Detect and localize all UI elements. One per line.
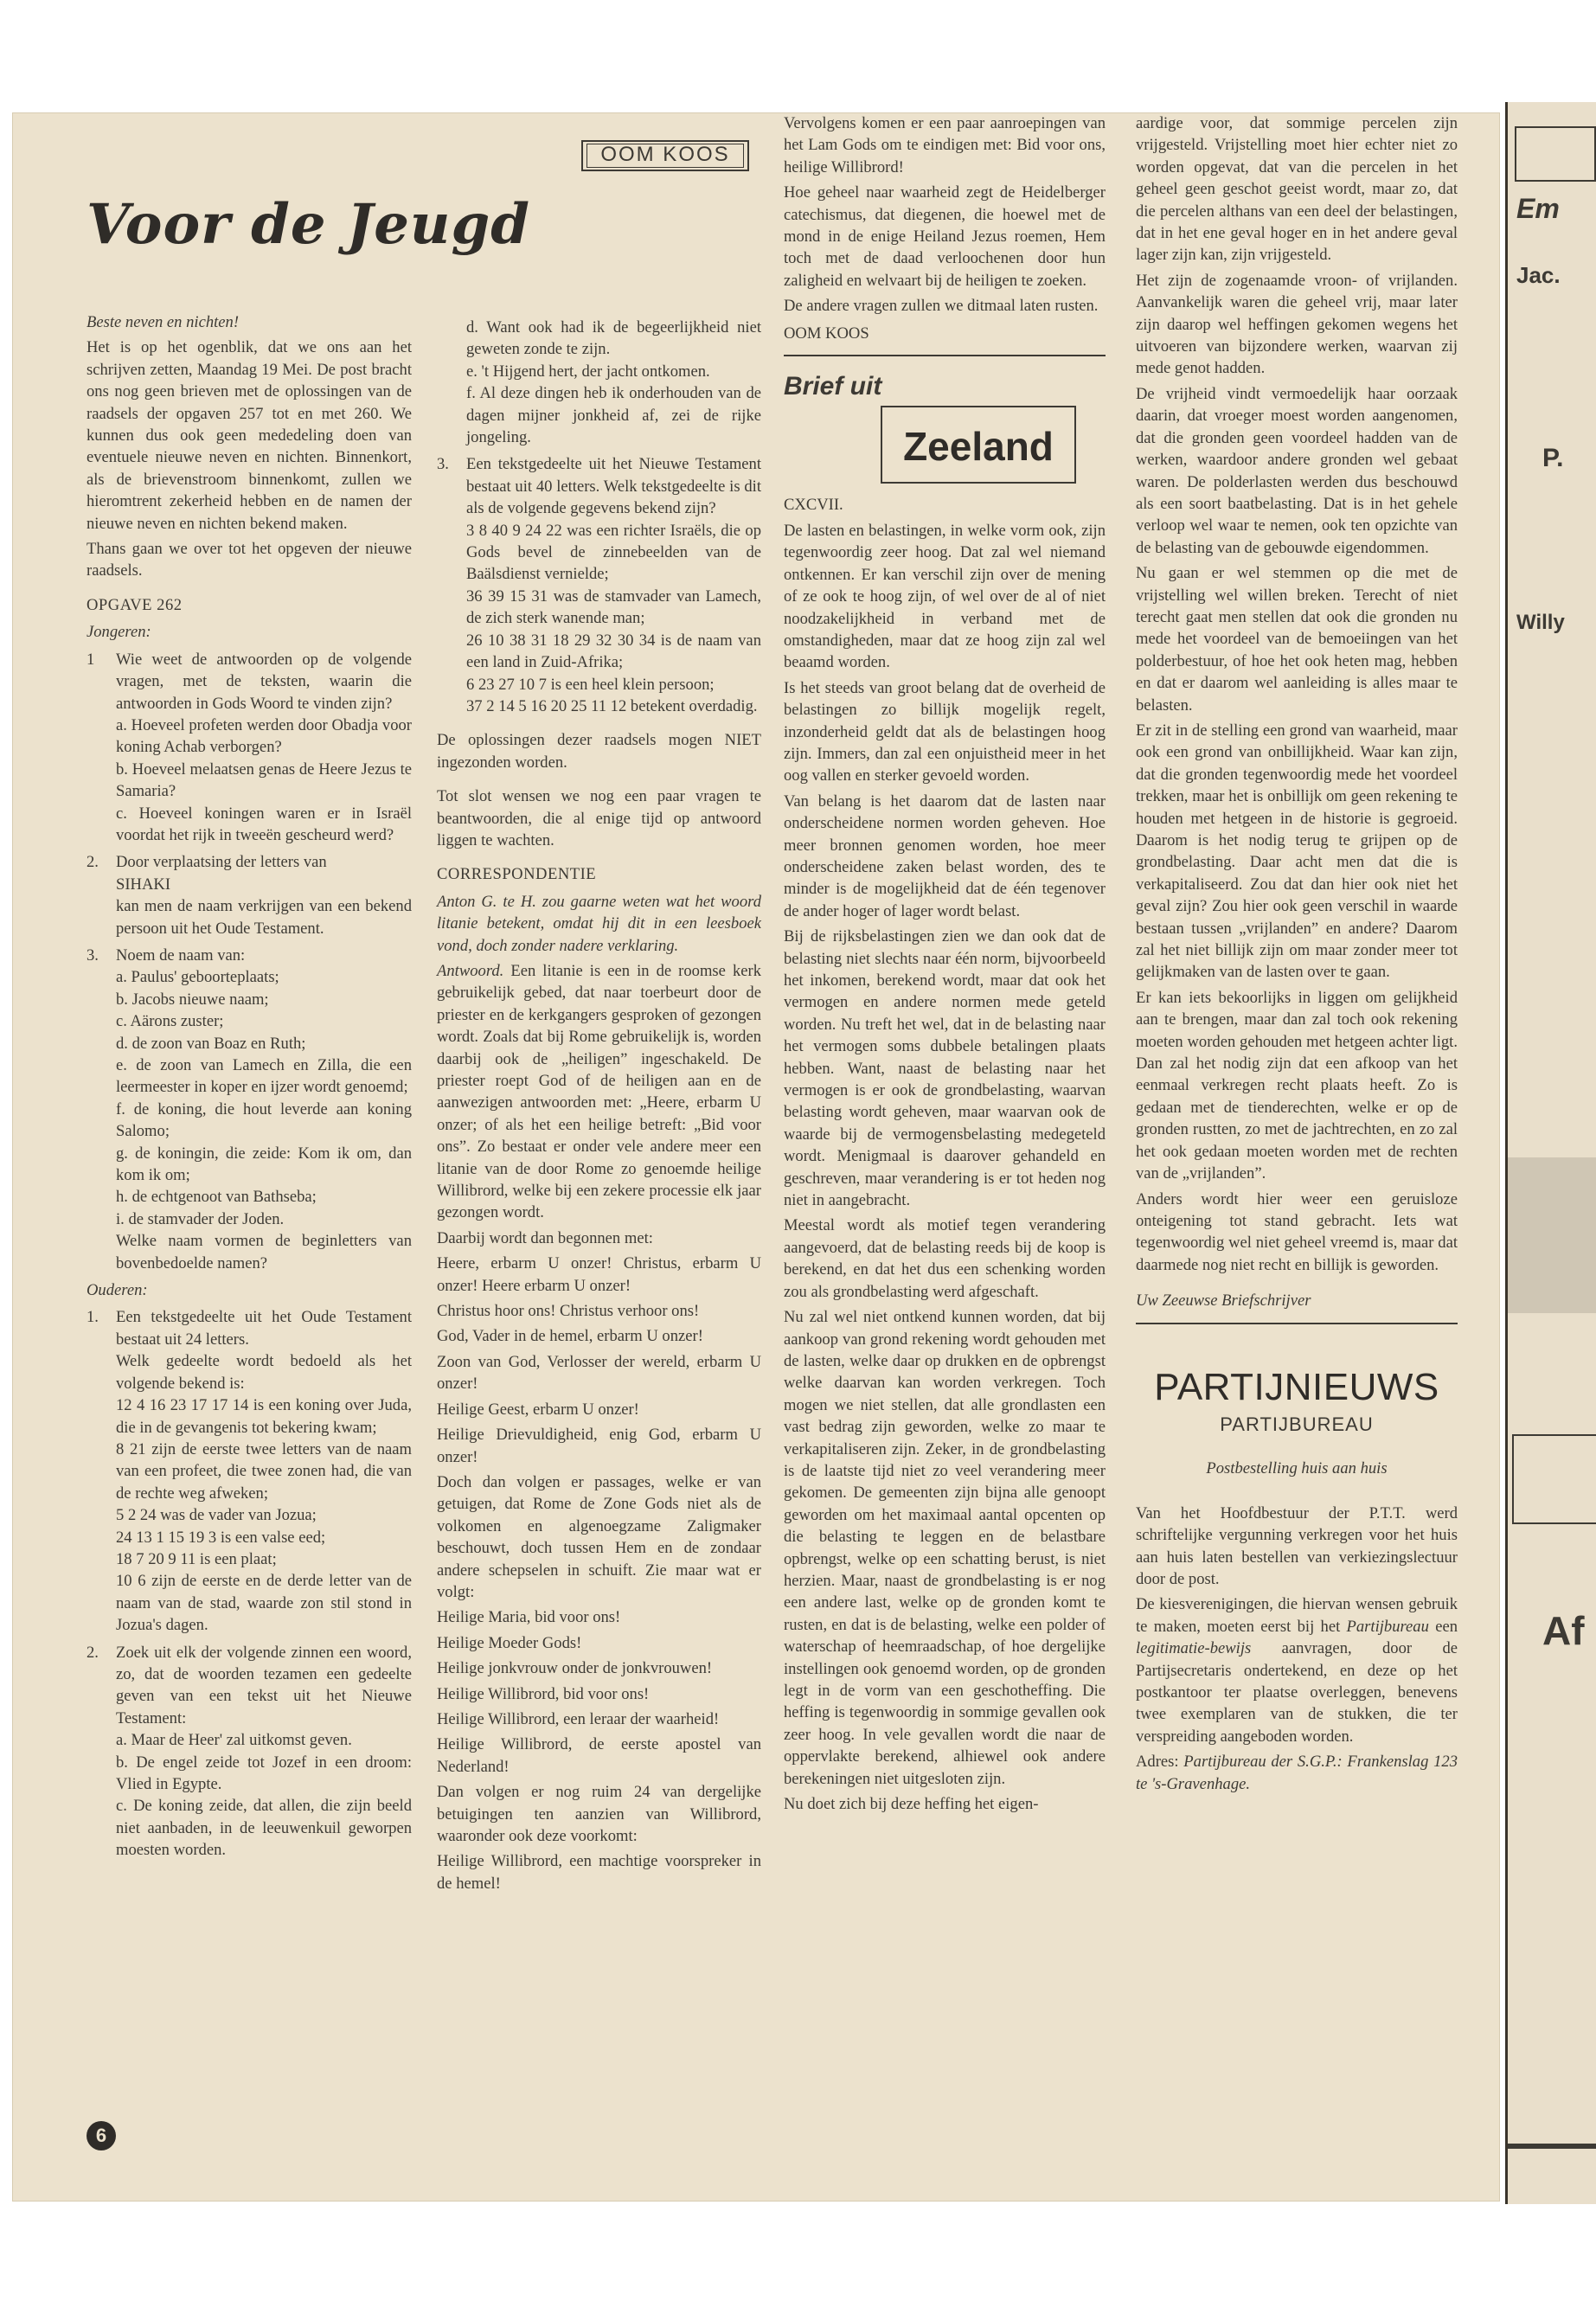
sub-question: c. De koning zeide, dat allen, die zijn beeld niet aanbaden, in de leeuwenkuil geworpen moesten worden. (116, 1797, 412, 1860)
puzzle-word: SIHAKI (116, 875, 171, 894)
page-title: Voor de Jeugd (87, 192, 530, 257)
clue: 10 6 zijn de eerste en de derde letter van de naam van de stad, waarde zon stil stond in Jozua's dagen. (116, 1572, 412, 1635)
paragraph: Bij de rijksbelastingen zien we dan ook dat de belasting niet slechts naar één norm, bijvoorbeeld het inkomen, berekend wordt, maar dat ook het vermogen en andere normen mede geteld worden. Nu treft het wel, dat in de belasting naar het vermogen soms dubbele betalingen plaats hebben. Want, naast de belasting naar het vermogen is er ook de grondbelasting, waarvan belasting wordt geheven, maar waarvan ook de waarde bij de vermogensbelasting medegeteld wordt. Menigmaal is daarover gehandeld en geschreven, maar verandering is er tot heden nog niet in aangebracht. (784, 927, 1106, 1210)
article-title: Postbestelling huis aan huis (1206, 1459, 1388, 1478)
edge-rule (1508, 2144, 1596, 2149)
answer-label: Antwoord. (437, 961, 504, 980)
signature: Uw Zeeuwse Briefschrijver (1136, 1292, 1311, 1311)
paragraph: Is het steeds van groot belang dat de overheid de belastingen zo billijk mogelijk regelt, inzonderheid geldt dat als de belastingen hoog zijn. Immers, dan zal een onjuistheid meer in het oog vallen en sterker gevoeld worden. (784, 678, 1106, 785)
paragraph: Van het Hoofdbestuur der P.T.T. werd schriftelijke vergunning verkregen voor het huis aan huis laten bestellen van verkiezingslectuur door de post. (1136, 1503, 1458, 1588)
clue: 3 8 40 9 24 22 was een richter Israëls, die op Gods bevel de zinnebeelden van de Baälsdienst vernielde; (466, 521, 761, 584)
litany-line: Daarbij wordt dan begonnen met: (437, 1228, 653, 1247)
clue: 18 7 20 9 11 is een plaat; (116, 1549, 277, 1568)
question-text: Door verplaatsing der letters van (116, 853, 327, 872)
text-run: De kiesverenigingen, die hiervan wensen gebruik te maken, moeten eerst bij het (1136, 1595, 1458, 1636)
sub-question: e. 't Hijgend hert, der jacht ontkomen. (466, 362, 710, 381)
address-paragraph (1136, 1751, 1458, 1795)
question-o2-continued (437, 317, 761, 448)
question-text: Noem de naam van: (116, 945, 246, 965)
clue: 12 4 16 23 17 17 14 is een koning over Juda, die in de gevangenis tot bekering kwam; (116, 1396, 412, 1437)
zeeland-title-box: Zeeland (881, 406, 1076, 484)
paragraph: Van belang is het daarom dat de lasten naar onderscheidene normen worden geheven. Hoe meer bronnen genomen worden, hoe meer onderscheidene zaken belast worden, des te minder is de mogelijkheid dat de één tegenover de ander hoger of lager wordt belast. (784, 792, 1106, 920)
question-text: Een tekstgedeelte uit het Nieuwe Testament bestaat uit 40 letters. Welk tekstgedeelte is dit als de volgende gegevens bekend zijn? (466, 455, 761, 518)
address-text: Partijbureau der S.G.P.: Frankenslag 123 te 's-Gravenhage. (1136, 1753, 1458, 1793)
question-number: 1 (87, 650, 95, 669)
question-text: kan men de naam verkrijgen van een bekend persoon uit het Oude Testament. (116, 897, 412, 938)
ouderen-heading: Ouderen: (87, 1281, 148, 1300)
clue: 8 21 zijn de eerste twee letters van de naam van een profeet, die twee zonen had, die van de rechte weg afweken; (116, 1439, 412, 1503)
litany-line: Heilige Willibrord, een machtige voorspreker in de hemel! (437, 1852, 761, 1893)
sub-question: h. de echtgenoot van Bathseba; (116, 1188, 317, 1207)
litany-line: Dan volgen er nog ruim 24 van dergelijke betuigingen ten aanzien van Willibrord, waaronder ook deze voorkomt: (437, 1783, 761, 1845)
clue: 37 2 14 5 16 20 25 11 12 betekent overdadig. (466, 696, 758, 715)
sub-question: a. Hoeveel profeten werden door Obadja voor koning Achab verborgen? (116, 715, 412, 757)
paragraph (1136, 1593, 1458, 1747)
text-run: Partijbureau (1346, 1617, 1429, 1636)
partijbureau-subheading: PARTIJBUREAU (1220, 1413, 1374, 1435)
column-3 (784, 112, 1106, 1818)
sub-question: d. de zoon van Boaz en Ruth; (116, 1034, 306, 1053)
paragraph: Hoe geheel naar waarheid zegt de Heidelberger catechismus, dat diegenen, die hoewel met de mond in de enige Heiland Jezus roemen, Hem toch met de daad verloochenen door hun zaligheid en welvaart bij de heiligen te zoeken. (784, 183, 1106, 290)
question-text: Een tekstgedeelte uit het Oude Testament bestaat uit 24 letters. (116, 1308, 412, 1349)
litany-line: Heilige Moeder Gods! (437, 1633, 582, 1652)
question-o2 (87, 1642, 412, 1862)
section-divider (1136, 1323, 1458, 1324)
litany-line: Heilige Willibrord, de eerste apostel van Nederland! (437, 1735, 761, 1776)
litany-line: Doch dan volgen er passages, welke er van getuigen, dat Rome de Zone Gods niet als de volkomen en algenoegzame Zaligmaker beschouwt, doch tussen Hem en de zondaar andere schepselen in schuift. Zie maar wat er volgt: (437, 1472, 761, 1601)
clue: 26 10 38 31 18 29 32 30 34 is de naam van een land in Zuid-Afrika; (466, 631, 761, 672)
question-number: 3. (437, 455, 449, 474)
paragraph: Meestal wordt als motief tegen verandering aangevoerd, dat de belasting reeds bij de koop is berekend, en dat het dus een schenking worden zou als grondbelasting werd afgeschaft. (784, 1216, 1106, 1301)
edge-text: Jac. (1516, 262, 1561, 288)
reader-question: Anton G. te H. zou gaarne weten wat het woord litanie betekent, omdat hij dit in een leesboek vond, doch zonder nadere verklaring. (437, 892, 761, 955)
adjacent-page-edge (1505, 102, 1596, 2204)
question-j1 (87, 649, 412, 847)
jongeren-heading: Jongeren: (87, 623, 151, 642)
question-number: 1. (87, 1308, 99, 1327)
paragraph: aardige voor, dat sommige percelen zijn vrijgesteld. Vrijstelling moet hier echter niet zo worden opgevat, dat van die percelen in het geheel geen geschot geeist wordt, maar zo, dat die percelen althans van een deel der belastingen, dat in het ene geval hoger en in het andere geval lager zijn kan, zijn vrijgesteld. (1136, 114, 1458, 265)
answer-paragraph (437, 960, 761, 1224)
question-text: Wie weet de antwoorden op de volgende vragen, met de teksten, waarin die antwoorden in Gods Woord te vinden zijn? (116, 650, 412, 713)
text-run: een (1428, 1617, 1458, 1636)
paragraph: Vervolgens komen er een paar aanroepingen van het Lam Gods om te eindigen met: Bid voor ons, heilige Willibrord! (784, 114, 1106, 176)
signature: OOM KOOS (784, 324, 869, 343)
clue: 5 2 24 was de vader van Jozua; (116, 1506, 317, 1525)
litany-line: Heilige Geest, erbarm U onzer! (437, 1400, 639, 1419)
text-run: legitimatie-bewijs (1136, 1639, 1252, 1658)
edge-text: Af (1542, 1608, 1585, 1653)
litany-line: Heilige Drievuldigheid, enig God, erbarm U onzer! (437, 1426, 761, 1466)
sub-question: f. Al deze dingen heb ik onderhouden van de dagen mijner jonkheid af, zei de rijke jongeling. (466, 384, 761, 447)
litany-line: Heilige Willibrord, een leraar der waarheid! (437, 1709, 720, 1728)
address-label: Adres: (1136, 1753, 1184, 1772)
question-number: 2. (87, 1643, 99, 1662)
paragraph: Nu zal wel niet ontkend kunnen worden, dat bij aankoop van grond rekening wordt gehouden met de lasten, welke daar op drukken en de opbrengst welke daarvan kan worden verkregen. Toch mogen we niet stellen, dat alle grondlasten een vast bedrag zijn geworden, welke zo maar te verkapitaliseren zijn. Zeker, in de grondbelasting is de laatste tijd niet zo veel verandering meer gekomen. De gemeenten zijn bijna alle genoopt geworden om het maximaal aantal opcenten op die belasting te leggen en de belastbare opbrengst, welke op een schatting berust, is niet herzien. Maar, naast de grondbelasting is er nog een andere last, welke op de gronden komt te rusten, en dat is de belasting, welke een polder of waterschap of heemraadschap, of hoe dergelijke instellingen ook genoemd worden, op de gronden legt in de vorm van een geschotheffing. Die heffing is tegenwoordig in sommige gevallen ook zeer hoog. In vele gevallen wordt die naar de oppervlakte berekend, alhiewel ook andere berekeningen niet uitgesloten zijn. (784, 1308, 1106, 1788)
paragraph: Er kan iets bekoorlijks in liggen om gelijkheid aan te brengen, maar dan zal toch ook rekening moeten worden gehouden met hetgeen achter ligt. Dan zal het nodig zijn dat een afkoop van het eenmaal verkregen recht plaats heeft. Zo is gedaan met de tienderechten, welke er op de gronden rustten, zo met de jachtrechten, en zo zal het ook gedaan moeten worden met de rechten van de „vrijlanden”. (1136, 988, 1458, 1183)
clue: 6 23 27 10 7 is een heel klein persoon; (466, 675, 715, 694)
intro-paragraph-2: Thans gaan we over tot het opgeven der nieuwe raadsels. (87, 540, 412, 580)
litany-line: Heilige Willibrord, bid voor ons! (437, 1684, 650, 1703)
clue: 36 39 15 31 was de stamvader van Lamech, de zich sterk wanende man; (466, 586, 761, 628)
issue-number: CXCVII. (784, 496, 843, 515)
correspondentie-heading: CORRESPONDENTIE (437, 865, 597, 884)
paragraph: Nu gaan er wel stemmen op die met de vrijstelling wel willen breken. Terecht of niet terecht gaat men stellen dat ook die gronden nu mede het voordeel van de bemoeiingen van het polderbestuur, of hoe het ook heten mag, hebben en dat er daarom wel aanleiding is alles maar te belasten. (1136, 564, 1458, 715)
sub-question: b. Jacobs nieuwe naam; (116, 990, 269, 1009)
sub-question: c. Hoeveel koningen waren er in Israël voordat het rijk in tweeën gescheurd werd? (116, 804, 412, 844)
closing-paragraph: Tot slot wensen we nog een paar vragen te beantwoorden, die al enige tijd op antwoord liggen te wachten. (437, 787, 761, 849)
sub-question: i. de stamvader der Joden. (116, 1209, 285, 1228)
greeting: Beste neven en nichten! (87, 313, 240, 331)
litany-line: Heilige Maria, bid voor ons! (437, 1608, 621, 1627)
clue: 24 13 1 15 19 3 is een valse eed; (116, 1528, 326, 1547)
edge-text: Em (1516, 193, 1560, 224)
paragraph: Er zit in de stelling een grond van waarheid, maar ook een grond van onbillijkheid. Waar kan zijn, dat die gronden tegenwoordig mede het voordeel trekken, maar het is onbillijk om geen rekening te houden met hetgeen in de historie is gegroeid. Daarom is het nodig terug te grijpen op de grondbelasting. Daar acht men dat die is verkapitaliseerd. Zou dat dan hier ook niet het geval zijn? Zou hier ook geen verschil in waarde bestaan tussen „vrijlanden” en andere? Daarom zal het niet billijk zijn om maar zonder meer tot gelijkmaken van de lasten over te gaan. (1136, 721, 1458, 982)
column-1 (87, 311, 412, 1867)
sub-question: b. Hoeveel melaatsen genas de Heere Jezus te Samaria? (116, 760, 412, 801)
question-o1 (87, 1306, 412, 1636)
paragraph: Nu doet zich bij deze heffing het eigen- (784, 1795, 1039, 1814)
paragraph: De lasten en belastingen, in welke vorm ook, zijn tegenwoordig zeer hoog. Dat zal wel niemand ontkennen. Er kan verschil zijn over de mening of ze ook te hoog zijn, of wel over de al of niet noodzakelijkheid in verband met de omstandigheden, maar dat ze hoog zijn zal wel beaamd worden. (784, 521, 1106, 672)
question-j3 (87, 945, 412, 1274)
sub-question: b. De engel zeide tot Jozef in een droom: Vlied in Egypte. (116, 1753, 412, 1793)
sub-question: a. Maar de Heer' zal uitkomst geven. (116, 1731, 352, 1750)
question-number: 3. (87, 945, 99, 965)
sub-question: a. Paulus' geboorteplaats; (116, 968, 279, 987)
question-text: Zoek uit elk der volgende zinnen een woord, zo, dat de woorden tezamen een gedeelte geven van een tekst uit het Nieuwe Testament: (116, 1643, 412, 1727)
edge-text: P. (1542, 444, 1564, 472)
column-2 (437, 311, 761, 1898)
oom-koos-header-box: OOM KOOS (581, 140, 749, 171)
litany-line: Zoon van God, Verlosser der wereld, erbarm U onzer! (437, 1352, 761, 1394)
question-number: 2. (87, 853, 99, 872)
question-text: Welke naam vormen de beginletters van bovenbedoelde namen? (116, 1232, 412, 1272)
sub-question: g. de koningin, die zeide: Kom ik om, dan kom ik om; (116, 1144, 412, 1185)
paragraph: De andere vragen zullen we ditmaal laten rusten. (784, 297, 1099, 316)
text-run: aanvragen, door de Partijsecretaris ondertekend, en deze op het postkantoor ter plaatse overleggen, benevens twee exemplaren van de stukken, die ter verspreiding aangeboden worden. (1136, 1639, 1458, 1746)
paragraph: De vrijheid vindt vermoedelijk haar oorzaak daarin, dat vroeger moest worden aangenomen, dat die gronden geen voordeel hadden van de werken, waardoor andere gronden wel gebaat waren. De polderlasten werden dus beschouwd als een soort baatbelasting. Dat is in het gehele verloop wel waar te nemen, ook ten opzichte van de belasting van de gebouwde eigendommen. (1136, 384, 1458, 557)
litany-line: Christus hoor ons! Christus verhoor ons! (437, 1302, 700, 1321)
partijnieuws-heading: PARTIJNIEUWS (1154, 1365, 1439, 1408)
edge-box (1515, 126, 1596, 182)
section-divider (784, 355, 1106, 356)
question-text: Welk gedeelte wordt bedoeld als het volgende bekend is: (116, 1352, 412, 1393)
opgave-heading: OPGAVE 262 (87, 595, 183, 614)
sub-question: c. Aärons zuster; (116, 1012, 224, 1031)
litany-line: Heere, erbarm U onzer! Christus, erbarm U onzer! Heere erbarm U onzer! (437, 1254, 761, 1295)
intro-paragraph: Het is op het ogenblik, dat we ons aan het schrijven zetten, Maandag 19 Mei. De post bracht ons nog geen brieven met de oplossingen van de raadsels der opgaven 257 tot en met 260. We kunnen dus ook geen mededeling doen van eventuele nieuwe neven en nichten. Binnenkort, als de brievenstroom binnenkomt, zullen we hieromtrent zekerheid hebben en de namen der nieuwe neven en nichten bekend maken. (87, 338, 412, 533)
answer-text: Een litanie is een in de roomse kerk gebruikelijk gebed, dat naar toerbeurt door de priester en de kerkgangers gesproken of gezongen wordt. Zoals dat bij Rome gebruikelijk is, worden daarbij ook de „heiligen” ingeschakeld. De priester roept God of de heiligen aan en de aanwezigen antwoorden met: „Heere, erbarm U onzer; of als het een heilige betreft: „Bid voor ons”. Zo bestaat er onder vele andere meer een litanie van de door Rome zo genoemde heilige Willibrord, welke bij een zekere processie elk jaar gezongen wordt. (437, 961, 761, 1222)
paragraph: Het zijn de zogenaamde vroon- of vrijlanden. Aanvankelijk waren die geheel vrij, maar later zijn daarop wel heffingen gekomen wegens het uitvoeren van bijzondere werken, waarvan zij mede genot hadden. (1136, 271, 1458, 378)
edge-text: Willy (1516, 611, 1565, 634)
edge-box (1512, 1434, 1596, 1524)
brief-uit-heading: Brief uit (784, 372, 882, 401)
sub-question: d. Want ook had ik de begeerlijkheid niet geweten zonde te zijn. (466, 318, 761, 359)
paragraph: Anders wordt hier weer een geruisloze onteigening tot stand gebracht. Iets wat tegenwoordig wel niet geheel vreemd is, maar dat daarmede nog niet recht en billijk is geworden. (1136, 1189, 1458, 1274)
litany-line: God, Vader in de hemel, erbarm U onzer! (437, 1327, 703, 1346)
litany-line: Heilige jonkvrouw onder de jonkvrouwen! (437, 1659, 713, 1678)
page-number: 6 (87, 2121, 116, 2150)
edge-image (1508, 1157, 1596, 1313)
question-o3 (437, 453, 761, 717)
sub-question: f. de koning, die hout leverde aan koning Salomo; (116, 1099, 412, 1141)
sub-question: e. de zoon van Lamech en Zilla, die een leermeester in koper en ijzer wordt genoemd; (116, 1056, 412, 1097)
solutions-note: De oplossingen dezer raadsels mogen NIET ingezonden worden. (437, 731, 761, 772)
column-4 (1136, 112, 1458, 1798)
question-j2 (87, 851, 412, 939)
